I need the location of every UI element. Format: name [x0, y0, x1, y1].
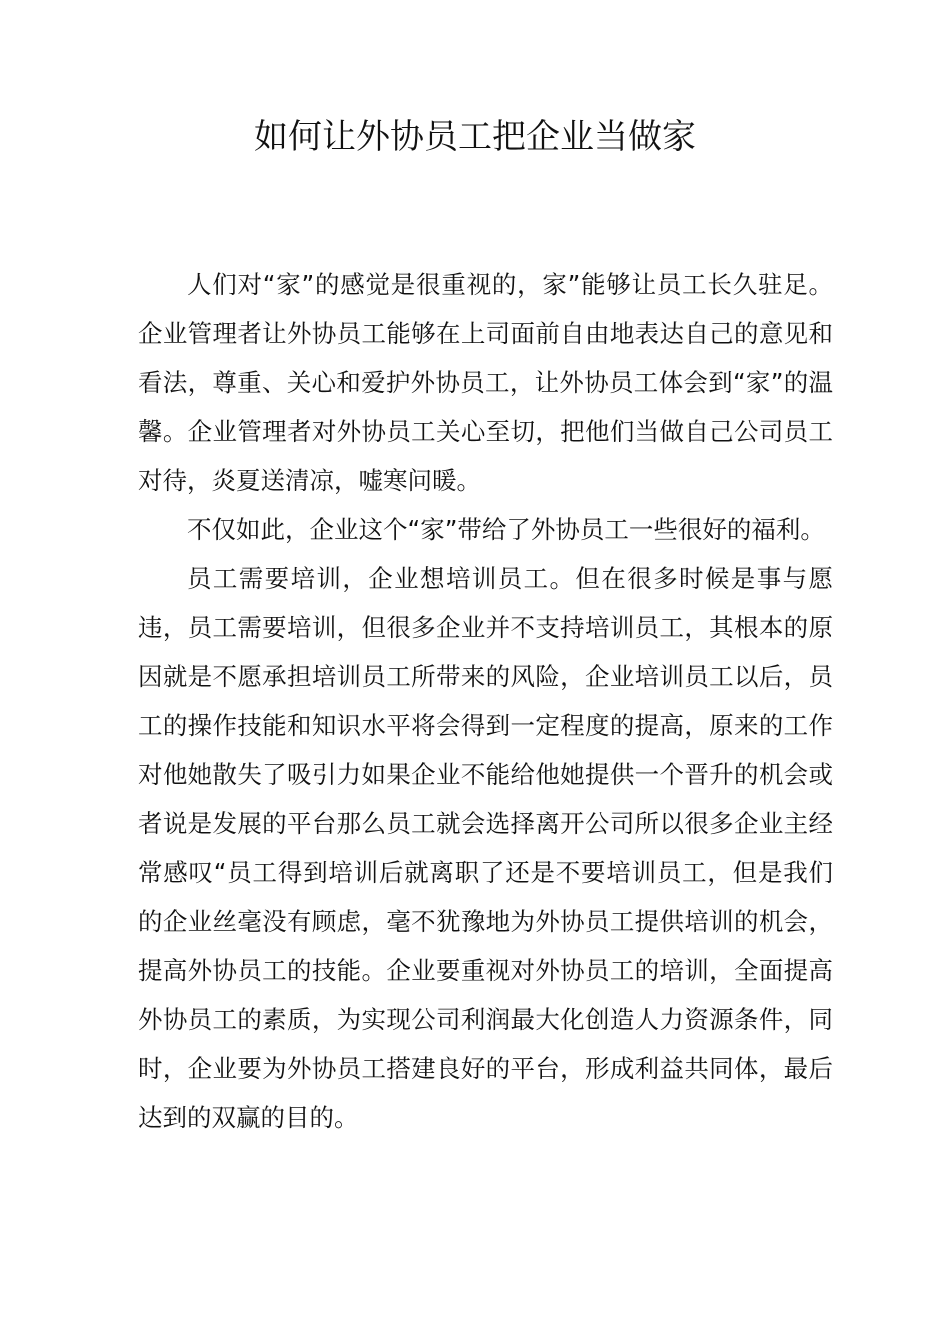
paragraph-2: 不仅如此，企业这个“家”带给了外协员工一些很好的福利。 [187, 515, 825, 544]
paragraph-1: 人们对“家”的感觉是很重视的，家”能够让员工长久驻足。企业管理者让外协员工能够在上司面前自由地表达自己的意见和看法，尊重、关心和爱护外协员工，让外协员工体会到“家”的温馨。企业管理者对外协员工关心至切，把他们当做自己公司员工对待，炎夏送清凉，嘘寒问暖。 [138, 270, 833, 495]
document-title: 如何让外协员工把企业当做家 [254, 117, 696, 157]
paragraph-3: 员工需要培训，企业想培训员工。但在很多时候是事与愿违，员工需要培训，但很多企业并不支持培训员工，其根本的原因就是不愿承担培训员工所带来的风险，企业培训员工以后，员工的操作技能和知识水平将会得到一定程度的提高，原来的工作对他她散失了吸引力如果企业不能给他她提供一个晋升的机会或者说是发展的平台那么员工就会选择离开公司所以很多企业主经常感叹“员工得到培训后就离职了还是不要培训员工，但是我们的企业丝毫没有顾虑，毫不犹豫地为外协员工提供培训的机会，提高外协员工的技能。企业要重视对外协员工的培训，全面提高外协员工的素质，为实现公司利润最大化创造人力资源条件，同时，企业要为外协员工搭建良好的平台，形成利益共同体，最后达到的双赢的目的。 [138, 564, 833, 1132]
document-body [138, 260, 833, 1142]
